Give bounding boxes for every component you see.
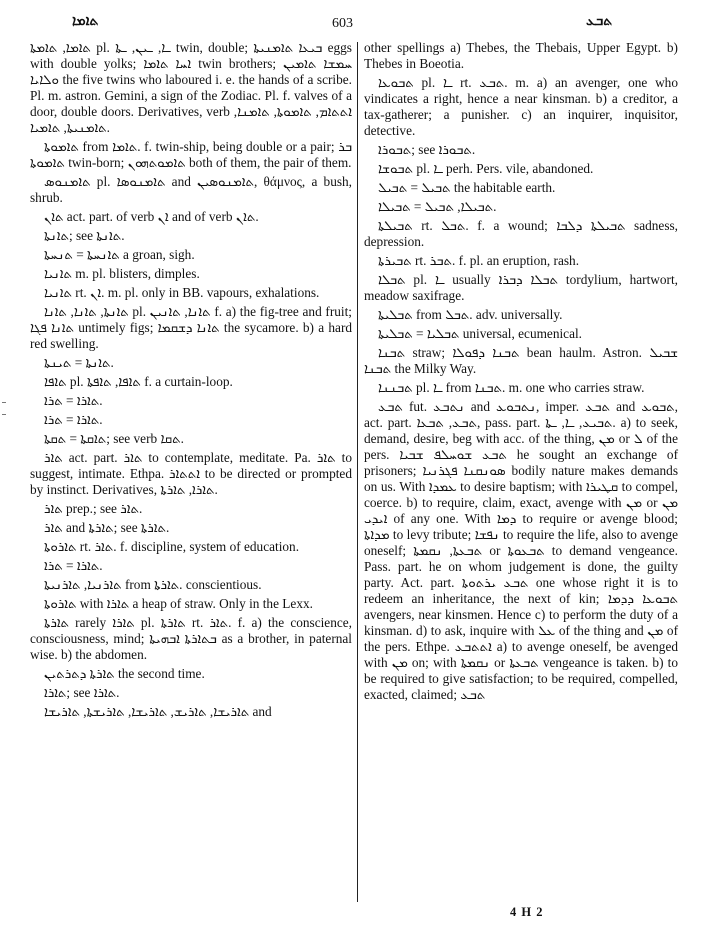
dictionary-entry: ܬܒܝܠܬܐ rt. ܬܒܠ. f. a wound; ܬܒܝܠܬܐ ܕܠܒܐ sadness, depression. <box>364 218 678 249</box>
dictionary-entry: ܬܐܪܬܐ ܕܬܪܬܝܢ the second time. <box>44 666 205 681</box>
dictionary-entry: ܬܒܠܝܐ = ܬܒܠܝܬܐ universal, ecumenical. <box>378 326 582 341</box>
dictionary-entry: ܬܐܡܐ, ܬܐܡܬܐ pl. ـܐ, ـܝܢ, ـܬܐ twin, double; ܒܝܥܐ ܬܐܡܢܝܬܐ eggs with double yolks; ܐܚܐ ܬܐܡܐ twin brothers; ܚܡܫܐ ܬܐܡܝܢ ܘܠܐܝܐ the five twins who laboured i. e. the hands of a scribe. Pl. m. astron. Gemini, a sign of the Zodiac. Pl. f. valves of a door, double doors. Derivatives, verb ܐܬܬܐܡ, ܬܐܡܘܬܐ, ܬܐܡܢܐ, ܬܐܡܢܝܬܐ, ܬܐܡܝܐ. <box>30 40 353 135</box>
dictionary-entry: ܬܐܩܬܐ = ܬܩܬܐ; see verb ܬܩܐ. <box>44 431 184 446</box>
dictionary-entry: ܬܐܢ act. part. of verb ܐܢ and of verb ܬܐܢ. <box>44 209 259 224</box>
dictionary-entry: ܬܐܪܘܬܐ with ܬܐܪܐ a heap of straw. Only in the Lexx. <box>44 596 313 611</box>
dictionary-entry: ܬܒܝܠܐ, ܬܒܝܠ = ܬܒܝܠܐ. <box>378 199 497 214</box>
dictionary-entry: ܬܒܠܐ pl. ـܐ usually ܬܒܠܐ ܕܒܪܐ tordylium, hartwort, meadow saxifrage. <box>364 272 678 303</box>
dictionary-entry: ܬܒܠܝܬܐ from ܬܒܠ. adv. universally. <box>378 307 563 322</box>
dictionary-entry: ܬܐܪܐ; see ܬܐܪܐ. <box>44 685 120 700</box>
dictionary-entry: ܬܐܪܘܬܐ rt. ܬܐܪ. f. discipline, system of education. <box>44 539 300 554</box>
dictionary-entry: ܬܒܢܐ straw; ܬܒܢܐ ܕܦܘܠܐ bean haulm. Astron. ܫܒܝܠ ܬܒܢܐ the Milky Way. <box>364 345 678 376</box>
signature-mark: 4 H 2 <box>510 905 544 919</box>
dictionary-entry: ܬܒܘܪܐ; see ܬܒܘܪܐ. <box>378 142 476 157</box>
dictionary-entry: ܬܒܥ fut. ܢܬܒܥ and ܢܬܒܘܥ, imper. ܬܒܥ and ܬܒܘܥ, act. part. ܬܒܥ, ܬܒܥܐ, pass. part. ܬܒܝܥ, ـܐ, ـܬܐ. a) to seek, demand, desire, beg with acc. of the thing, ܡܢ or ܠ of the pers. ܬܒܥ ܫܘܚܠܦ ܫܒܝܐ he sought an exchange of prisoners; ܣܘܢܩܢܐ ܦܓܪܢܝܐ bodily nature makes demands on us. With ܥܡܕܐ to desire baptism; with ܩܛܝܪܐ to compel, coerce. b) to require, claim, exact, avenge with ܡܢ or ܡܢ ܐܝܕܝ of any one. With ܕܡܐ to require or avenge blood; ܡܕܐܬܐ to levy tribute; ܢܦܫܐ to require the life, also to avenge oneself; ܬܒܥܬܐ, ܢܩܡܬܐ or ܬܒܥܘܬܐ to demand vengeance. Pass. part. he on whom judgement is done, the guilty party. Act. part. ܬܒܥ ܝܪܬܘܬܐ one whose right it is to redeem an inheritance, the next of kin; ܬܒܘܥܐ ܕܕܡܐ avengers, near kinsmen. Hence c) to perform the duty of a kinsman. d) to ask, inquire with ܥܠ of the thing and ܡܢ of the pers. Ethpe. ܐܬܬܒܥ a) to avenge oneself, be avenged with ܡܢ on; with ܢܩܡܬܐ or ܬܒܥܬܐ vengeance is taken. b) to be required to give satisfaction; to be required, compelled, exacted, claimed; ܬܒܥ <box>364 399 679 702</box>
dictionary-entry: ܬܐܦܐ pl. ܬܐܦܐ, ܬܐܦܬܐ f. a curtain-loop. <box>44 374 233 389</box>
dictionary-entry: ܬܐܢܬܐ, ܬܐܢܐ, ܬܐܢܐ pl. ܬܐܢܐ, ܬܐܢܝܢ f. a) the fig-tree and fruit; ܬܐܢܐ ܦܓܐ untimely figs; ܬܐܢܐ ܕܫܩܡܐ the sycamore. b) a hard red swelling. <box>30 304 353 351</box>
dictionary-entry: ܬܐܪܐ = ܬܪܐ. <box>44 412 103 427</box>
dictionary-entry: ܬܐܢܝܐ m. pl. blisters, dimples. <box>44 266 200 281</box>
dictionary-entry: ܬܐܢܚܬܐ = ܬܢܚܬܐ a groan, sigh. <box>44 247 195 262</box>
column-divider <box>357 42 358 902</box>
dictionary-entry: ܬܐܢܝܐ rt. ܐܢ. m. pl. only in BB. vapours, exhalations. <box>44 285 320 300</box>
page-header <box>0 14 704 36</box>
margin-mark <box>2 414 6 415</box>
dictionary-entry: ܬܒܘܥܐ pl. ـܐ rt. ܬܒܥ. m. a) an avenger, one who vindicates a right, hence a near kinsman. b) a creditor, a tax-gatherer; a punisher. c) an inquirer, inquisitor, detective. <box>364 75 678 138</box>
dictionary-entry: ܬܐܡܢܘܣ pl. ܬܐܡܢܘܣܐ and ܬܐܡܢܘܣܝܢ, θάμνος, a bush, shrub. <box>30 174 352 205</box>
dictionary-entry: ܬܐܪܐ = ܬܪܐ. <box>44 558 103 573</box>
header-catchword-left: ܬܐܡܐ <box>72 14 99 29</box>
left-column <box>30 40 352 723</box>
dictionary-entry: ܬܒܢܢܐ pl. ـܐ from ܬܒܢܐ. m. one who carries straw. <box>378 380 645 395</box>
dictionary-entry: other spellings a) Thebes, the Thebais, Upper Egypt. b) Thebes in Boeotia. <box>364 40 678 71</box>
header-catchword-right: ܬܒܥ <box>586 14 613 29</box>
dictionary-entry: ܬܒܝܠ = ܬܒܝܠ the habitable earth. <box>378 180 556 195</box>
dictionary-entry: ܬܒܝܪܬܐ rt. ܬܒܪ. f. pl. an eruption, rash. <box>378 253 580 268</box>
dictionary-entry: ܬܐܪ prep.; see ܬܐܪ. <box>44 501 143 516</box>
dictionary-entry: ܬܒܘܫܐ pl. ـܐ perh. Pers. vile, abandoned. <box>378 161 594 176</box>
right-column <box>364 40 678 706</box>
dictionary-entry: ܬܐܪ and ܬܐܪܬܐ; see ܬܐܪܬܐ. <box>44 520 170 535</box>
page-number: 603 <box>332 16 353 31</box>
dictionary-entry: ܬܐܪܬܐ rarely ܬܐܪܐ pl. ܬܐܪܬܐ rt. ܬܐܪ. f. a) the conscience, consciousness, mind; ܒܬܐܪܬܐ ܐܒܗܝܬܐ as a brother, in paternal wise. b) the abdomen. <box>30 615 352 662</box>
dictionary-entry: ܬܐܢܬܐ = ܬܝܢܬܐ. <box>44 355 114 370</box>
dictionary-entry: ܬܐܢܬܐ; see ܬܐܢܬܐ. <box>44 228 125 243</box>
dictionary-entry: ܬܐܪܝܫܐ, ܬܐܪܝܫ, ܬܐܪܝܫܐ, ܬܐܪܝܫܬܐ, ܬܐܪܝܫܐ and <box>44 704 272 719</box>
dictionary-entry: ܬܐܪ act. part. ܬܐܪ to contemplate, meditate. Pa. ܬܐܪ to suggest, intimate. Ethpa. ܐܬܬܐܪ to be directed or prompted by instinct. Derivatives, ܬܐܪܐ, ܬܐܪܬܐ. <box>30 450 352 497</box>
dictionary-entry: ܬܐܪܢܝܐ, ܬܐܪܢܝܬܐ from ܬܐܪܬܐ. conscientious. <box>44 577 262 592</box>
dictionary-entry: ܬܐܡܘܬܐ from ܬܐܡܐ. f. twin-ship, being double or a pair; ܒܪ ܬܐܡܘܬܐ twin-born; ܬܐܡܘܬܗܘܢ both of them, the pair of them. <box>30 139 352 170</box>
margin-mark <box>2 402 6 403</box>
dictionary-entry: ܬܐܪܐ = ܬܪܐ. <box>44 393 103 408</box>
